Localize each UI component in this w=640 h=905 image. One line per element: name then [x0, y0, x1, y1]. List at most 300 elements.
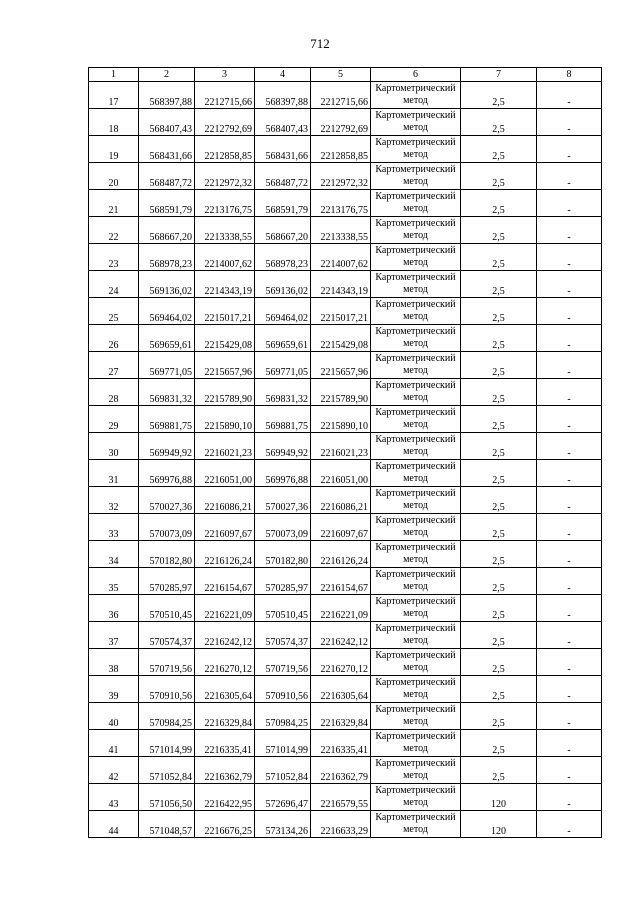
method-cell [371, 784, 461, 811]
method-line-2: метод [403, 689, 428, 700]
coordinate-y-cell: 2213176,75 [311, 190, 371, 217]
method-cell [371, 649, 461, 676]
coordinate-y-cell: 2215890,10 [195, 406, 255, 433]
point-number-cell: 32 [89, 487, 139, 514]
coordinate-y-cell: 2215789,90 [195, 379, 255, 406]
coordinate-y-cell: 2213176,75 [195, 190, 255, 217]
method-line-2: метод [403, 392, 428, 403]
method-line-2: метод [403, 446, 428, 457]
point-number-cell: 27 [89, 352, 139, 379]
method-line-1: Картометрический [375, 245, 456, 256]
point-number-cell: 31 [89, 460, 139, 487]
coordinate-x-cell: 568487,72 [255, 163, 311, 190]
method-line-1: Картометрический [375, 272, 456, 283]
accuracy-cell: 2,5 [461, 622, 537, 649]
method-line-2: метод [403, 311, 428, 322]
point-number-cell: 29 [89, 406, 139, 433]
coordinate-x-cell: 569949,92 [139, 433, 195, 460]
method-line-2: метод [403, 500, 428, 511]
column-header: 2 [139, 68, 195, 82]
point-number-cell: 33 [89, 514, 139, 541]
coordinate-x-cell: 569831,32 [139, 379, 195, 406]
method-cell [371, 676, 461, 703]
coordinate-y-cell: 2216676,25 [195, 811, 255, 838]
method-cell [371, 82, 461, 109]
point-number-cell: 41 [89, 730, 139, 757]
method-line-1: Картометрический [375, 542, 456, 553]
table-row [89, 649, 602, 676]
accuracy-cell: 2,5 [461, 703, 537, 730]
note-cell: - [537, 568, 602, 595]
table-row [89, 136, 602, 163]
accuracy-cell: 2,5 [461, 217, 537, 244]
coordinate-x-cell: 568397,88 [255, 82, 311, 109]
point-number-cell: 20 [89, 163, 139, 190]
method-line-2: метод [403, 770, 428, 781]
point-number-cell: 25 [89, 298, 139, 325]
method-cell [371, 568, 461, 595]
table-row [89, 298, 602, 325]
method-line-1: Картометрический [375, 623, 456, 634]
coordinate-x-cell: 568407,43 [255, 109, 311, 136]
coordinate-y-cell: 2214007,62 [311, 244, 371, 271]
accuracy-cell: 2,5 [461, 271, 537, 298]
coordinate-x-cell: 569136,02 [255, 271, 311, 298]
accuracy-cell: 2,5 [461, 460, 537, 487]
point-number-cell: 24 [89, 271, 139, 298]
method-line-1: Картометрический [375, 137, 456, 148]
coordinate-y-cell: 2214343,19 [195, 271, 255, 298]
coordinate-y-cell: 2212715,66 [311, 82, 371, 109]
coordinate-y-cell: 2216329,84 [311, 703, 371, 730]
coordinate-y-cell: 2215657,96 [195, 352, 255, 379]
coordinate-x-cell: 570027,36 [255, 487, 311, 514]
method-cell [371, 730, 461, 757]
accuracy-cell: 2,5 [461, 325, 537, 352]
coordinate-y-cell: 2216633,29 [311, 811, 371, 838]
accuracy-cell: 2,5 [461, 406, 537, 433]
coordinate-x-cell: 568667,20 [255, 217, 311, 244]
method-cell [371, 298, 461, 325]
coordinate-y-cell: 2212858,85 [195, 136, 255, 163]
point-number-cell: 28 [89, 379, 139, 406]
accuracy-cell: 2,5 [461, 136, 537, 163]
coordinate-y-cell: 2216221,09 [311, 595, 371, 622]
method-cell [371, 271, 461, 298]
method-cell [371, 595, 461, 622]
method-line-2: метод [403, 149, 428, 160]
coordinate-y-cell: 2216126,24 [195, 541, 255, 568]
note-cell: - [537, 730, 602, 757]
coordinate-x-cell: 568667,20 [139, 217, 195, 244]
method-line-2: метод [403, 581, 428, 592]
method-line-2: метод [403, 257, 428, 268]
coordinate-x-cell: 571014,99 [139, 730, 195, 757]
method-cell [371, 487, 461, 514]
coordinate-y-cell: 2215789,90 [311, 379, 371, 406]
coordinate-y-cell: 2216051,00 [195, 460, 255, 487]
coordinate-x-cell: 568591,79 [255, 190, 311, 217]
method-line-1: Картометрический [375, 677, 456, 688]
note-cell: - [537, 676, 602, 703]
coordinate-x-cell: 570073,09 [139, 514, 195, 541]
coordinate-x-cell: 569881,75 [255, 406, 311, 433]
coordinate-x-cell: 570910,56 [255, 676, 311, 703]
coordinate-x-cell: 569949,92 [255, 433, 311, 460]
method-line-2: метод [403, 230, 428, 241]
table-row [89, 217, 602, 244]
coordinate-x-cell: 569976,88 [139, 460, 195, 487]
note-cell: - [537, 352, 602, 379]
point-number-cell: 34 [89, 541, 139, 568]
coordinate-y-cell: 2216579,55 [311, 784, 371, 811]
accuracy-cell: 2,5 [461, 433, 537, 460]
point-number-cell: 18 [89, 109, 139, 136]
note-cell: - [537, 460, 602, 487]
coordinate-y-cell: 2212972,32 [311, 163, 371, 190]
method-line-2: метод [403, 203, 428, 214]
coordinate-x-cell: 573134,26 [255, 811, 311, 838]
coordinate-x-cell: 569771,05 [139, 352, 195, 379]
method-line-1: Картометрический [375, 299, 456, 310]
method-cell [371, 460, 461, 487]
coordinate-y-cell: 2212792,69 [311, 109, 371, 136]
coordinate-y-cell: 2216242,12 [195, 622, 255, 649]
method-line-1: Картометрический [375, 218, 456, 229]
coordinate-x-cell: 569464,02 [255, 298, 311, 325]
method-line-1: Картометрический [375, 83, 456, 94]
method-line-1: Картометрический [375, 407, 456, 418]
column-header: 8 [537, 68, 602, 82]
coordinate-x-cell: 570027,36 [139, 487, 195, 514]
coordinate-y-cell: 2212715,66 [195, 82, 255, 109]
table-header-row [89, 68, 602, 82]
note-cell: - [537, 217, 602, 244]
point-number-cell: 23 [89, 244, 139, 271]
method-line-2: метод [403, 554, 428, 565]
method-line-1: Картометрический [375, 785, 456, 796]
note-cell: - [537, 433, 602, 460]
table-row [89, 352, 602, 379]
method-cell [371, 433, 461, 460]
method-line-2: метод [403, 743, 428, 754]
coordinate-x-cell: 569976,88 [255, 460, 311, 487]
coordinate-x-cell: 570984,25 [255, 703, 311, 730]
table-row [89, 757, 602, 784]
table-row [89, 595, 602, 622]
method-line-1: Картометрический [375, 461, 456, 472]
coordinate-y-cell: 2216305,64 [195, 676, 255, 703]
note-cell: - [537, 784, 602, 811]
accuracy-cell: 2,5 [461, 190, 537, 217]
coordinate-x-cell: 568431,66 [139, 136, 195, 163]
table-row [89, 271, 602, 298]
method-line-2: метод [403, 365, 428, 376]
method-cell [371, 541, 461, 568]
method-line-2: метод [403, 122, 428, 133]
column-header: 6 [371, 68, 461, 82]
method-cell [371, 163, 461, 190]
note-cell: - [537, 271, 602, 298]
accuracy-cell: 2,5 [461, 244, 537, 271]
table-row [89, 163, 602, 190]
method-line-1: Картометрический [375, 812, 456, 823]
coordinate-x-cell: 571052,84 [255, 757, 311, 784]
method-line-1: Картометрический [375, 596, 456, 607]
coordinate-x-cell: 569771,05 [255, 352, 311, 379]
table-row [89, 82, 602, 109]
coordinate-y-cell: 2212972,32 [195, 163, 255, 190]
coordinate-x-cell: 568978,23 [139, 244, 195, 271]
coordinate-y-cell: 2213338,55 [311, 217, 371, 244]
point-number-cell: 37 [89, 622, 139, 649]
coordinate-x-cell: 568487,72 [139, 163, 195, 190]
method-line-2: метод [403, 284, 428, 295]
coordinates-table [88, 67, 602, 838]
coordinate-x-cell: 569881,75 [139, 406, 195, 433]
coordinate-y-cell: 2216021,23 [311, 433, 371, 460]
point-number-cell: 42 [89, 757, 139, 784]
coordinate-y-cell: 2215890,10 [311, 406, 371, 433]
note-cell: - [537, 757, 602, 784]
note-cell: - [537, 703, 602, 730]
coordinate-x-cell: 568431,66 [255, 136, 311, 163]
table-row [89, 514, 602, 541]
coordinate-y-cell: 2216270,12 [311, 649, 371, 676]
coordinate-x-cell: 570073,09 [255, 514, 311, 541]
coordinate-y-cell: 2216221,09 [195, 595, 255, 622]
coordinate-x-cell: 572696,47 [255, 784, 311, 811]
table-row [89, 541, 602, 568]
method-line-2: метод [403, 716, 428, 727]
table-row [89, 703, 602, 730]
coordinate-x-cell: 570910,56 [139, 676, 195, 703]
table-row [89, 460, 602, 487]
method-cell [371, 217, 461, 244]
method-line-2: метод [403, 662, 428, 673]
coordinate-x-cell: 569136,02 [139, 271, 195, 298]
coordinate-y-cell: 2215017,21 [311, 298, 371, 325]
coordinate-y-cell: 2216097,67 [311, 514, 371, 541]
method-cell [371, 109, 461, 136]
method-line-2: метод [403, 608, 428, 619]
coordinate-y-cell: 2215429,08 [311, 325, 371, 352]
coordinate-x-cell: 569659,61 [139, 325, 195, 352]
method-cell [371, 352, 461, 379]
method-cell [371, 703, 461, 730]
accuracy-cell: 2,5 [461, 352, 537, 379]
accuracy-cell: 2,5 [461, 109, 537, 136]
method-line-1: Картометрический [375, 704, 456, 715]
column-header: 1 [89, 68, 139, 82]
accuracy-cell: 2,5 [461, 568, 537, 595]
table-row [89, 109, 602, 136]
accuracy-cell: 2,5 [461, 730, 537, 757]
coordinate-x-cell: 570510,45 [139, 595, 195, 622]
coordinate-y-cell: 2216305,64 [311, 676, 371, 703]
coordinate-y-cell: 2216422,95 [195, 784, 255, 811]
point-number-cell: 38 [89, 649, 139, 676]
method-line-2: метод [403, 824, 428, 835]
coordinate-y-cell: 2216126,24 [311, 541, 371, 568]
table-row [89, 622, 602, 649]
method-cell [371, 190, 461, 217]
accuracy-cell: 2,5 [461, 676, 537, 703]
accuracy-cell: 2,5 [461, 163, 537, 190]
point-number-cell: 44 [89, 811, 139, 838]
coordinate-y-cell: 2213338,55 [195, 217, 255, 244]
method-line-2: метод [403, 338, 428, 349]
note-cell: - [537, 406, 602, 433]
coordinate-x-cell: 570285,97 [255, 568, 311, 595]
point-number-cell: 26 [89, 325, 139, 352]
table-row [89, 433, 602, 460]
coordinate-x-cell: 570719,56 [139, 649, 195, 676]
coordinate-x-cell: 570984,25 [139, 703, 195, 730]
method-cell [371, 757, 461, 784]
coordinate-x-cell: 570574,37 [139, 622, 195, 649]
coordinate-y-cell: 2216329,84 [195, 703, 255, 730]
table-row [89, 487, 602, 514]
note-cell: - [537, 811, 602, 838]
note-cell: - [537, 136, 602, 163]
column-header: 3 [195, 68, 255, 82]
table-row [89, 190, 602, 217]
note-cell: - [537, 649, 602, 676]
method-line-2: метод [403, 419, 428, 430]
table-row [89, 784, 602, 811]
accuracy-cell: 2,5 [461, 757, 537, 784]
column-header: 7 [461, 68, 537, 82]
method-line-1: Картометрический [375, 326, 456, 337]
method-cell [371, 811, 461, 838]
coordinate-y-cell: 2216335,41 [195, 730, 255, 757]
method-line-2: метод [403, 176, 428, 187]
method-cell [371, 406, 461, 433]
method-cell [371, 514, 461, 541]
table-row [89, 676, 602, 703]
coordinate-x-cell: 569464,02 [139, 298, 195, 325]
accuracy-cell: 2,5 [461, 487, 537, 514]
method-line-2: метод [403, 95, 428, 106]
accuracy-cell: 2,5 [461, 595, 537, 622]
note-cell: - [537, 622, 602, 649]
coordinate-y-cell: 2216242,12 [311, 622, 371, 649]
method-line-1: Картометрический [375, 191, 456, 202]
point-number-cell: 21 [89, 190, 139, 217]
method-line-2: метод [403, 797, 428, 808]
table-row [89, 406, 602, 433]
coordinate-x-cell: 571048,57 [139, 811, 195, 838]
coordinate-y-cell: 2216021,23 [195, 433, 255, 460]
point-number-cell: 40 [89, 703, 139, 730]
method-cell [371, 244, 461, 271]
method-cell [371, 622, 461, 649]
method-line-1: Картометрический [375, 488, 456, 499]
method-cell [371, 379, 461, 406]
method-line-1: Картометрический [375, 650, 456, 661]
table-row [89, 325, 602, 352]
coordinate-y-cell: 2215017,21 [195, 298, 255, 325]
method-line-1: Картометрический [375, 434, 456, 445]
coordinate-y-cell: 2216086,21 [311, 487, 371, 514]
note-cell: - [537, 514, 602, 541]
note-cell: - [537, 487, 602, 514]
coordinate-y-cell: 2216270,12 [195, 649, 255, 676]
note-cell: - [537, 190, 602, 217]
coordinate-y-cell: 2214343,19 [311, 271, 371, 298]
column-header: 4 [255, 68, 311, 82]
point-number-cell: 36 [89, 595, 139, 622]
column-header: 5 [311, 68, 371, 82]
coordinate-x-cell: 570285,97 [139, 568, 195, 595]
coordinate-x-cell: 568978,23 [255, 244, 311, 271]
method-line-1: Картометрический [375, 758, 456, 769]
coordinate-x-cell: 568591,79 [139, 190, 195, 217]
coordinate-x-cell: 568407,43 [139, 109, 195, 136]
coordinate-y-cell: 2216086,21 [195, 487, 255, 514]
method-line-1: Картометрический [375, 353, 456, 364]
accuracy-cell: 2,5 [461, 649, 537, 676]
method-line-1: Картометрический [375, 515, 456, 526]
point-number-cell: 19 [89, 136, 139, 163]
page-number: 712 [310, 36, 330, 51]
coordinate-y-cell: 2216362,79 [311, 757, 371, 784]
method-line-2: метод [403, 527, 428, 538]
table-row [89, 811, 602, 838]
accuracy-cell: 2,5 [461, 298, 537, 325]
method-cell [371, 136, 461, 163]
coordinate-y-cell: 2215429,08 [195, 325, 255, 352]
accuracy-cell: 120 [461, 784, 537, 811]
coordinate-y-cell: 2216154,67 [311, 568, 371, 595]
coordinate-x-cell: 571056,50 [139, 784, 195, 811]
note-cell: - [537, 541, 602, 568]
coordinate-x-cell: 570182,80 [139, 541, 195, 568]
point-number-cell: 39 [89, 676, 139, 703]
coordinate-x-cell: 568397,88 [139, 82, 195, 109]
table-row [89, 244, 602, 271]
table-row [89, 568, 602, 595]
coordinate-x-cell: 570719,56 [255, 649, 311, 676]
note-cell: - [537, 379, 602, 406]
coordinate-x-cell: 569659,61 [255, 325, 311, 352]
coordinate-x-cell: 570574,37 [255, 622, 311, 649]
method-line-1: Картометрический [375, 569, 456, 580]
point-number-cell: 43 [89, 784, 139, 811]
coordinate-y-cell: 2216154,67 [195, 568, 255, 595]
coordinate-y-cell: 2215657,96 [311, 352, 371, 379]
method-line-1: Картометрический [375, 164, 456, 175]
point-number-cell: 17 [89, 82, 139, 109]
note-cell: - [537, 325, 602, 352]
table-row [89, 379, 602, 406]
note-cell: - [537, 595, 602, 622]
accuracy-cell: 2,5 [461, 379, 537, 406]
coordinate-y-cell: 2216051,00 [311, 460, 371, 487]
coordinate-y-cell: 2214007,62 [195, 244, 255, 271]
coordinate-x-cell: 570510,45 [255, 595, 311, 622]
coordinate-x-cell: 570182,80 [255, 541, 311, 568]
coordinate-x-cell: 571052,84 [139, 757, 195, 784]
coordinate-x-cell: 571014,99 [255, 730, 311, 757]
method-line-1: Картометрический [375, 110, 456, 121]
coordinate-y-cell: 2212792,69 [195, 109, 255, 136]
coordinate-x-cell: 569831,32 [255, 379, 311, 406]
method-cell [371, 325, 461, 352]
coordinate-y-cell: 2212858,85 [311, 136, 371, 163]
point-number-cell: 35 [89, 568, 139, 595]
